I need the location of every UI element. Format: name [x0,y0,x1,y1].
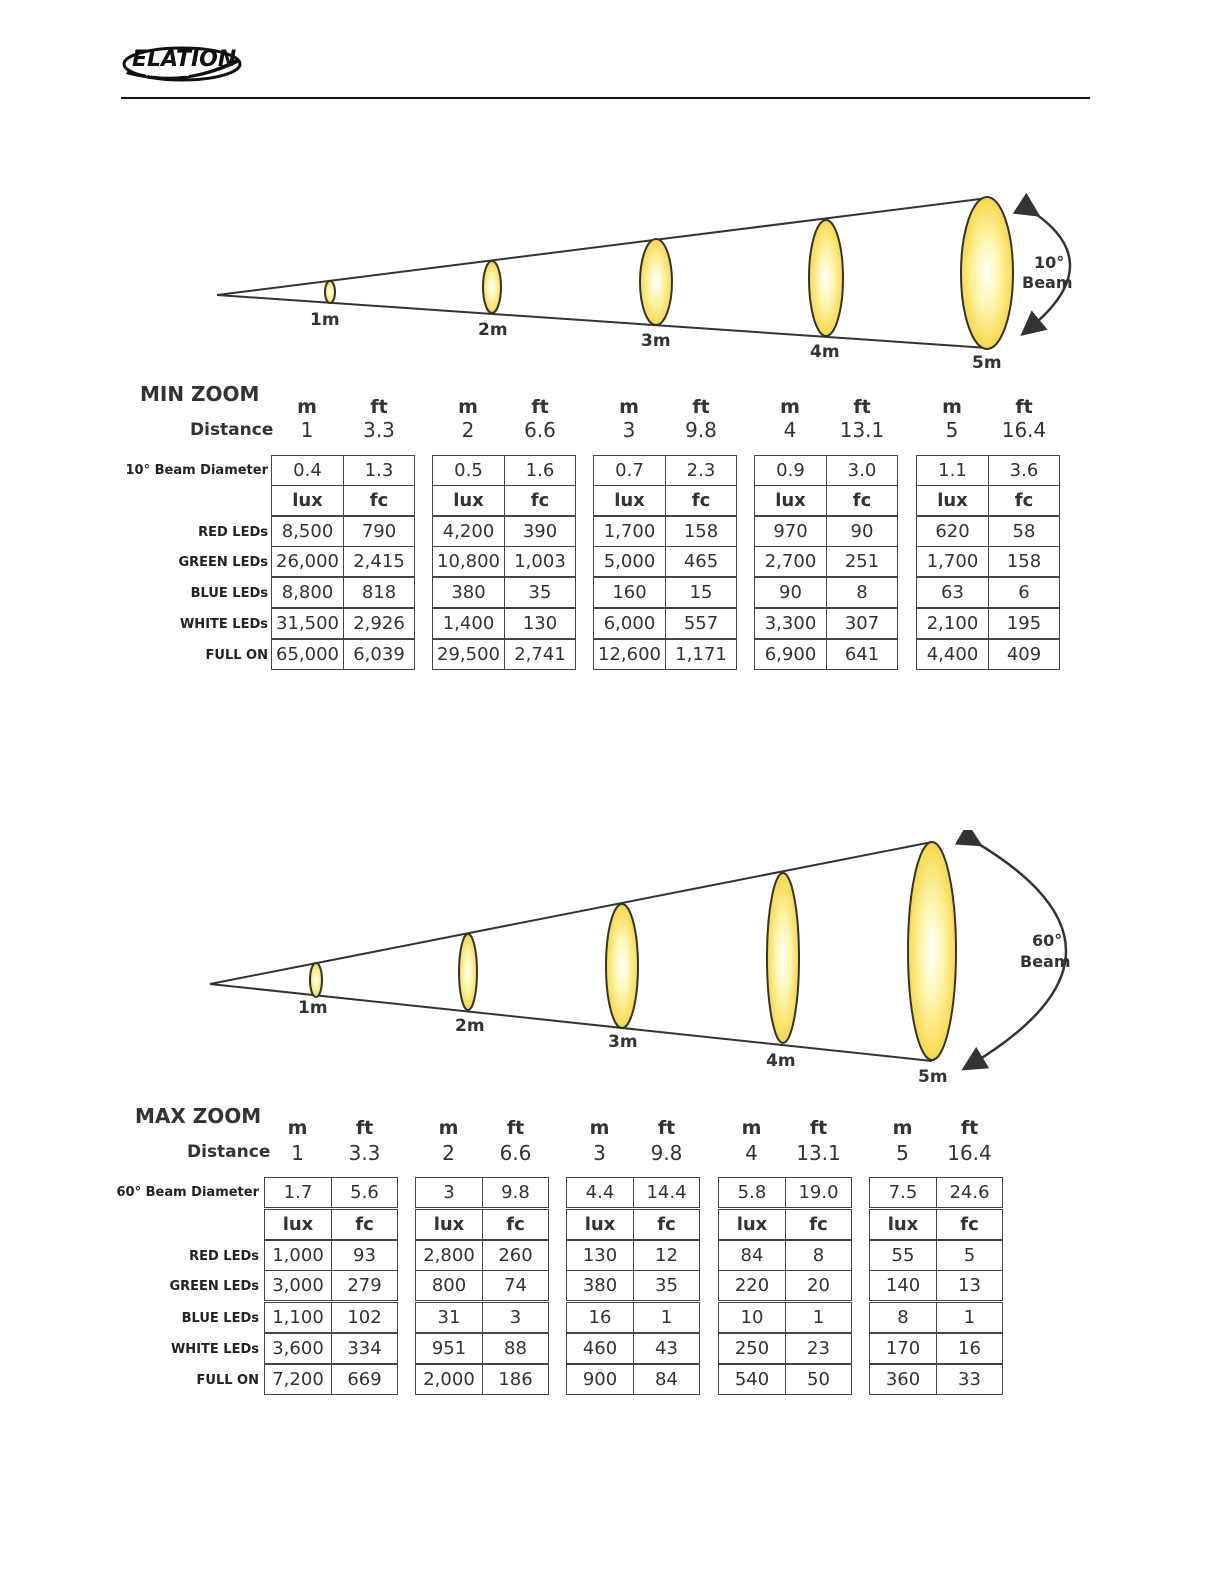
fc-unit-cell: fc [936,1209,1003,1240]
header-ft-value: 6.6 [524,418,556,442]
lux-unit-cell: lux [916,485,989,516]
beam-ellipse-1m [325,281,335,303]
lux-value-cell: 16 [566,1302,634,1333]
header-m-unit: m [589,1117,610,1139]
lux-value-cell: 970 [754,516,827,547]
fc-value-cell: 557 [665,608,737,639]
fc-value-cell: 5 [936,1240,1003,1271]
header-m-unit: m [287,1117,308,1139]
lux-value-cell: 2,100 [916,608,989,639]
diameter-m-cell: 3 [415,1177,483,1208]
diameter-ft-cell: 9.8 [482,1177,549,1208]
header-ft-unit: ft [809,1117,828,1139]
beam-ellipse-3m [606,904,638,1028]
lux-unit-cell: lux [718,1209,786,1240]
fc-value-cell: 33 [936,1364,1003,1395]
header-m-value: 4 [783,418,797,442]
dist-marker-5m: 5m [972,353,1002,373]
diameter-ft-cell: 1.3 [343,455,415,486]
dist-marker-3m: 3m [641,331,671,351]
lux-value-cell: 3,300 [754,608,827,639]
distance-label: Distance [190,420,274,440]
fc-value-cell: 334 [331,1333,398,1364]
fc-value-cell: 307 [826,608,898,639]
fc-value-cell: 3 [482,1302,549,1333]
fc-value-cell: 158 [665,516,737,547]
header-ft-value: 3.3 [363,418,395,442]
lux-value-cell: 3,000 [264,1270,332,1301]
row-label: WHITE LEDs [179,617,268,632]
lux-unit-cell: lux [432,485,505,516]
header-ft-unit: ft [506,1117,525,1139]
fc-value-cell: 1 [785,1302,852,1333]
diameter-ft-cell: 14.4 [633,1177,700,1208]
fc-unit-cell: fc [343,485,415,516]
lux-value-cell: 6,000 [593,608,666,639]
lux-value-cell: 380 [566,1270,634,1301]
dist-marker-1m: 1m [310,310,340,330]
logo-sub: PROFESSIONAL [146,72,189,78]
header-ft-value: 16.4 [947,1141,992,1165]
lux-value-cell: 10,800 [432,546,505,577]
fc-unit-cell: fc [988,485,1060,516]
diameter-ft-cell: 3.0 [826,455,898,486]
fc-value-cell: 669 [331,1364,398,1395]
lux-value-cell: 8,800 [271,577,344,608]
beam-word-label: Beam [1020,952,1071,971]
lux-value-cell: 250 [718,1333,786,1364]
fc-value-cell: 20 [785,1270,852,1301]
row-label: FULL ON [196,1373,259,1388]
lux-value-cell: 380 [432,577,505,608]
fc-value-cell: 6,039 [343,639,415,670]
header-m-value: 5 [945,418,959,442]
beam-ellipse-3m [640,239,672,325]
lux-value-cell: 170 [869,1333,937,1364]
lux-value-cell: 3,600 [264,1333,332,1364]
header-m-value: 3 [622,418,636,442]
zoom-title: MAX ZOOM [135,1104,262,1128]
lux-value-cell: 29,500 [432,639,505,670]
beam-angle-label: 10° [1034,253,1065,272]
header-m-value: 1 [300,418,314,442]
lux-value-cell: 65,000 [271,639,344,670]
lux-value-cell: 360 [869,1364,937,1395]
lux-value-cell: 2,700 [754,546,827,577]
beam-ellipse-5m [961,197,1013,349]
fc-unit-cell: fc [331,1209,398,1240]
fc-value-cell: 1 [633,1302,700,1333]
fc-value-cell: 186 [482,1364,549,1395]
diameter-m-cell: 4.4 [566,1177,634,1208]
header-m-unit: m [619,396,639,418]
fc-value-cell: 260 [482,1240,549,1271]
fc-value-cell: 279 [331,1270,398,1301]
fc-value-cell: 1,171 [665,639,737,670]
lux-value-cell: 620 [916,516,989,547]
header-ft-value: 9.8 [685,418,717,442]
lux-value-cell: 12,600 [593,639,666,670]
fc-value-cell: 74 [482,1270,549,1301]
fc-unit-cell: fc [504,485,576,516]
beam-ellipse-5m [908,842,956,1060]
lux-value-cell: 63 [916,577,989,608]
header-m-value: 3 [593,1141,606,1165]
diameter-ft-cell: 5.6 [331,1177,398,1208]
header-ft-value: 3.3 [348,1141,381,1165]
lux-value-cell: 31,500 [271,608,344,639]
fc-value-cell: 195 [988,608,1060,639]
lux-value-cell: 90 [754,577,827,608]
lux-value-cell: 8 [869,1302,937,1333]
header-ft-value: 9.8 [650,1141,683,1165]
beam-angle-label: 60° [1032,931,1063,950]
lux-value-cell: 1,100 [264,1302,332,1333]
diameter-ft-cell: 3.6 [988,455,1060,486]
beam-ellipse-1m [310,963,322,997]
fc-value-cell: 15 [665,577,737,608]
header-ft-value: 16.4 [1001,418,1047,442]
header-m-value: 1 [291,1141,304,1165]
fc-value-cell: 16 [936,1333,1003,1364]
fc-value-cell: 790 [343,516,415,547]
diameter-m-cell: 5.8 [718,1177,786,1208]
lux-unit-cell: lux [264,1209,332,1240]
diameter-m-cell: 0.4 [271,455,344,486]
diameter-m-cell: 7.5 [869,1177,937,1208]
fc-value-cell: 409 [988,639,1060,670]
row-label: WHITE LEDs [170,1342,259,1357]
header-ft-unit: ft [1015,396,1033,418]
beam-edge-top [210,842,932,984]
header-ft-unit: ft [657,1117,676,1139]
fc-value-cell: 35 [633,1270,700,1301]
fc-value-cell: 641 [826,639,898,670]
lux-value-cell: 951 [415,1333,483,1364]
logo-brand: ELATION [132,47,237,72]
fc-value-cell: 23 [785,1333,852,1364]
fc-value-cell: 158 [988,546,1060,577]
fc-value-cell: 2,926 [343,608,415,639]
header-rule [121,97,1090,99]
beam-ellipse-4m [767,873,799,1043]
lux-value-cell: 160 [593,577,666,608]
dist-marker-2m: 2m [478,320,508,340]
header-m-unit: m [780,396,800,418]
fc-value-cell: 88 [482,1333,549,1364]
lux-value-cell: 2,800 [415,1240,483,1271]
header-m-unit: m [942,396,962,418]
fc-unit-cell: fc [665,485,737,516]
beam-edge-top [217,198,988,295]
lux-value-cell: 130 [566,1240,634,1271]
lux-value-cell: 800 [415,1270,483,1301]
row-label: FULL ON [205,648,268,663]
fc-value-cell: 465 [665,546,737,577]
dist-marker-4m: 4m [810,342,840,362]
header-ft-unit: ft [531,396,549,418]
fc-value-cell: 818 [343,577,415,608]
lux-value-cell: 1,700 [593,516,666,547]
lux-value-cell: 84 [718,1240,786,1271]
header-ft-unit: ft [355,1117,374,1139]
lux-value-cell: 140 [869,1270,937,1301]
header-m-unit: m [741,1117,762,1139]
fc-value-cell: 8 [785,1240,852,1271]
fc-value-cell: 43 [633,1333,700,1364]
fc-value-cell: 58 [988,516,1060,547]
diameter-label: 60° Beam Diameter [116,1185,259,1200]
diameter-m-cell: 0.9 [754,455,827,486]
header-ft-unit: ft [853,396,871,418]
beam-ellipse-2m [483,261,501,313]
lux-value-cell: 460 [566,1333,634,1364]
row-label: GREEN LEDs [169,1279,259,1294]
row-label: RED LEDs [198,525,268,540]
header-ft-value: 6.6 [499,1141,532,1165]
diameter-ft-cell: 2.3 [665,455,737,486]
lux-value-cell: 540 [718,1364,786,1395]
lux-value-cell: 2,000 [415,1364,483,1395]
fc-unit-cell: fc [633,1209,700,1240]
lux-value-cell: 1,400 [432,608,505,639]
lux-value-cell: 7,200 [264,1364,332,1395]
dist-marker-1m: 1m [298,998,328,1018]
fc-value-cell: 84 [633,1364,700,1395]
header-ft-unit: ft [370,396,388,418]
diameter-ft-cell: 19.0 [785,1177,852,1208]
elation-logo [122,40,246,84]
diameter-ft-cell: 1.6 [504,455,576,486]
fc-value-cell: 130 [504,608,576,639]
lux-value-cell: 4,200 [432,516,505,547]
lux-value-cell: 6,900 [754,639,827,670]
fc-value-cell: 35 [504,577,576,608]
max-zoom-beam-diagram [0,830,1224,1090]
lux-value-cell: 220 [718,1270,786,1301]
fc-value-cell: 12 [633,1240,700,1271]
dist-marker-5m: 5m [918,1067,948,1087]
header-m-unit: m [892,1117,913,1139]
fc-value-cell: 6 [988,577,1060,608]
fc-value-cell: 102 [331,1302,398,1333]
lux-unit-cell: lux [593,485,666,516]
min-zoom-beam-diagram [0,185,1224,375]
diameter-m-cell: 1.7 [264,1177,332,1208]
beam-ellipse-4m [809,220,843,336]
fc-value-cell: 1 [936,1302,1003,1333]
header-m-value: 5 [896,1141,909,1165]
fc-value-cell: 390 [504,516,576,547]
lux-value-cell: 31 [415,1302,483,1333]
zoom-title: MIN ZOOM [140,382,260,406]
dist-marker-3m: 3m [608,1032,638,1052]
lux-value-cell: 10 [718,1302,786,1333]
beam-word-label: Beam [1022,273,1073,292]
fc-value-cell: 13 [936,1270,1003,1301]
header-m-value: 2 [461,418,475,442]
lux-unit-cell: lux [566,1209,634,1240]
lux-unit-cell: lux [271,485,344,516]
dist-marker-2m: 2m [455,1016,485,1036]
header-m-unit: m [438,1117,459,1139]
diameter-m-cell: 1.1 [916,455,989,486]
fc-unit-cell: fc [785,1209,852,1240]
fc-unit-cell: fc [826,485,898,516]
row-label: GREEN LEDs [178,555,268,570]
fc-value-cell: 1,003 [504,546,576,577]
header-ft-value: 13.1 [796,1141,841,1165]
lux-value-cell: 900 [566,1364,634,1395]
row-label: BLUE LEDs [190,586,268,601]
header-m-unit: m [297,396,317,418]
lux-value-cell: 1,000 [264,1240,332,1271]
header-ft-value: 13.1 [839,418,885,442]
row-label: RED LEDs [189,1249,259,1264]
lux-value-cell: 1,700 [916,546,989,577]
fc-value-cell: 251 [826,546,898,577]
lux-unit-cell: lux [869,1209,937,1240]
fc-value-cell: 90 [826,516,898,547]
fc-unit-cell: fc [482,1209,549,1240]
diameter-ft-cell: 24.6 [936,1177,1003,1208]
header-m-value: 4 [745,1141,758,1165]
header-ft-unit: ft [692,396,710,418]
row-label: BLUE LEDs [181,1311,259,1326]
distance-label: Distance [187,1142,271,1162]
lux-unit-cell: lux [415,1209,483,1240]
fc-value-cell: 2,741 [504,639,576,670]
fc-value-cell: 50 [785,1364,852,1395]
header-m-unit: m [458,396,478,418]
fc-value-cell: 8 [826,577,898,608]
header-ft-unit: ft [960,1117,979,1139]
lux-value-cell: 5,000 [593,546,666,577]
diameter-m-cell: 0.7 [593,455,666,486]
beam-ellipse-2m [459,934,477,1010]
diameter-m-cell: 0.5 [432,455,505,486]
lux-value-cell: 8,500 [271,516,344,547]
lux-value-cell: 55 [869,1240,937,1271]
diameter-label: 10° Beam Diameter [125,463,268,478]
lux-unit-cell: lux [754,485,827,516]
fc-value-cell: 93 [331,1240,398,1271]
header-m-value: 2 [442,1141,455,1165]
dist-marker-4m: 4m [766,1051,796,1071]
lux-value-cell: 4,400 [916,639,989,670]
lux-value-cell: 26,000 [271,546,344,577]
fc-value-cell: 2,415 [343,546,415,577]
